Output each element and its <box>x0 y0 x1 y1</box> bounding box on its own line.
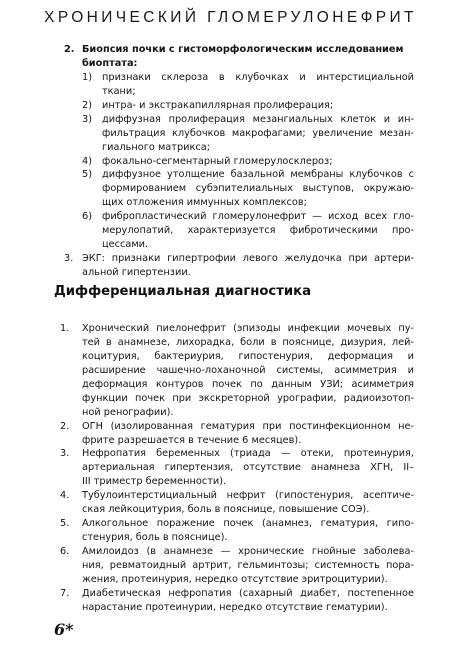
text-line: Алкогольное поражение почек (анамнез, гематурия, гипо- <box>82 518 414 530</box>
text-line: интра- и экстракапиллярная пролиферация; <box>102 99 334 111</box>
page-number: 6* <box>54 620 74 639</box>
text-line: фрите разрешается в течение 6 месяцев). <box>82 434 302 446</box>
sublist-number: 5) <box>82 169 93 181</box>
list-number: 3. <box>60 448 70 460</box>
text-line: Диабетическая нефропатия (сахарный диабет, постепенное <box>82 587 414 599</box>
running-header: ХРОНИЧЕСКИЙ ГЛОМЕРУЛОНЕФРИТ <box>44 9 417 26</box>
text-line: ния, ревматоидный артрит, гельминтозы; системность пора- <box>82 560 414 571</box>
text-line: формированием субэпителиальных выступов, окружаю- <box>102 183 414 195</box>
text-line: фибропластический гломерулонефрит — исход всех гло- <box>102 211 414 223</box>
text-line: ОГН (изолированная гематурия при постинфекционном не- <box>82 420 414 432</box>
text-line: деформация контуров почек по данным УЗИ; асимметрия <box>82 378 414 390</box>
text-line: щих отложения иммунных комплексов; <box>102 197 307 209</box>
list-number: 5. <box>60 518 70 530</box>
text-line: диффузное утолщение базальной мембраны клубочков с <box>102 169 414 181</box>
list-number: 3. <box>64 253 74 265</box>
text-line: Тубулоинтерстициальный нефрит (гипостенурия, асептиче- <box>82 490 414 502</box>
text-line: тей в анамнезе, лихорадка, боли в пояснице, дизурия, лей- <box>82 336 414 348</box>
text-line: гиального матрикса; <box>102 141 210 153</box>
text-line: биоптата: <box>82 57 138 69</box>
text-line: нарастание протеинурии, нередко отсутствие гематурии). <box>82 601 388 613</box>
text-line: Биопсия почки с гистоморфологическим исследованием <box>82 43 404 55</box>
sublist-number: 4) <box>82 155 93 167</box>
text-line: фокально-сегментарный гломерулосклероз; <box>102 155 333 167</box>
section-heading: Дифференциальная диагностика <box>54 283 311 299</box>
text-line: мерулопатий, характеризуется фибротическими про- <box>102 225 414 237</box>
text-line: функции почек при экскреторной урографии, радиоизотоп- <box>82 392 414 404</box>
text-line: жения, протеинурия, нередко отсутствие эритроцитурии). <box>82 574 388 585</box>
list-number: 6. <box>60 546 70 558</box>
text-line: признаки склероза в клубочках и интерстициальной <box>102 71 414 83</box>
list-number: 4. <box>60 490 70 502</box>
text-line: ткани; <box>102 85 136 97</box>
sublist-number: 1) <box>82 71 93 83</box>
text-line: Нефропатия беременных (триада — отеки, протеинурия, <box>82 448 414 460</box>
text-line: ной ренографии). <box>82 406 174 418</box>
text-line: диффузная пролиферация мезангиальных клеток и ин- <box>102 113 414 125</box>
sublist-number: 2) <box>82 99 93 111</box>
list-number: 2. <box>60 420 70 432</box>
list-number: 2. <box>64 43 75 55</box>
text-line: цессами. <box>102 239 149 251</box>
text-line: ская лейкоцитурия, боль в пояснице, повышение СОЭ). <box>82 504 370 516</box>
text-line: артериальная гипертензия, отсутствие анамнеза ХГН, II– <box>82 462 414 474</box>
text-line: коцитурия, бактериурия, гипостенурия, деформация и <box>82 350 414 362</box>
text-line: расширение чашечно-лоханочной системы, асимметрия и <box>82 364 414 376</box>
text-line: Хронический пиелонефрит (эпизоды инфекции мочевых пу- <box>82 322 414 334</box>
list-number: 7. <box>60 587 70 599</box>
text-line: альной гипертензии. <box>82 267 191 279</box>
text-line: стенурия, боль в пояснице). <box>82 532 228 544</box>
list-number: 1. <box>60 322 70 334</box>
text-line: ЭКГ: признаки гипертрофии левого желудочка при артери- <box>82 253 414 265</box>
sublist-number: 3) <box>82 113 93 125</box>
text-line: Амилоидоз (в анамнезе — хронические гнойные заболева- <box>82 546 414 558</box>
text-line: фильтрация клубочков макрофагами; увеличение мезан- <box>102 127 414 139</box>
sublist-number: 6) <box>82 211 93 223</box>
text-line: III триместр беременности). <box>82 476 227 488</box>
